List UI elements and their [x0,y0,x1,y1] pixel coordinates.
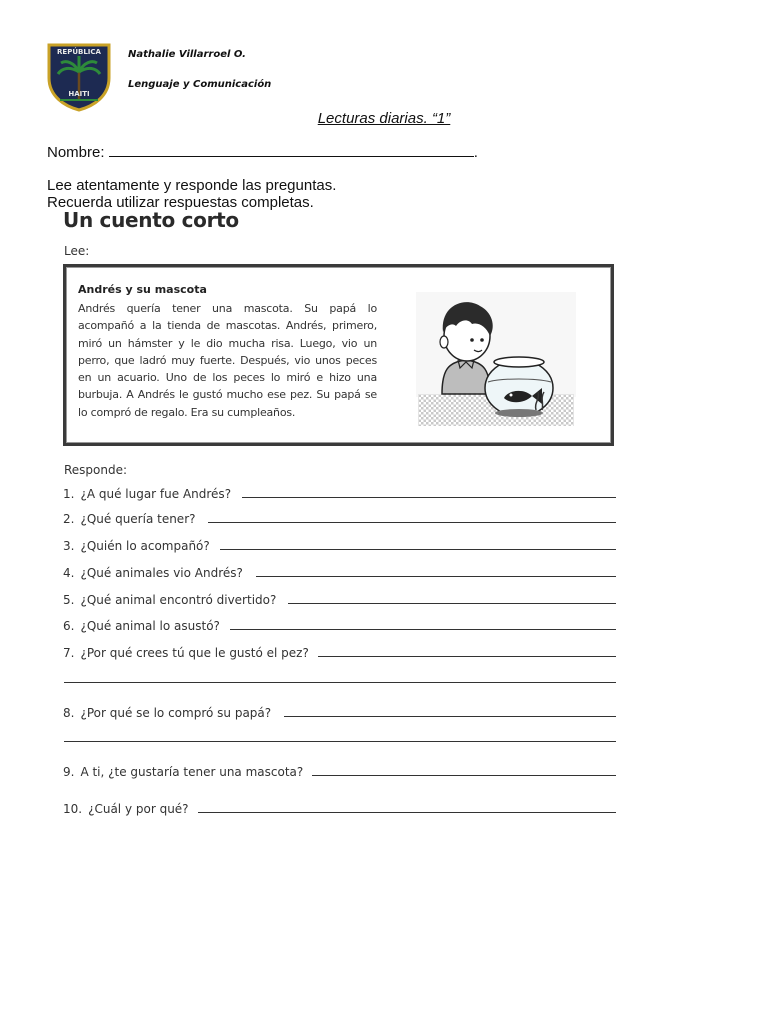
name-end: . [473,144,478,161]
story-text: Andrés quería tener una mascota. Su papá lo acompañó a la tienda de mascotas. Andrés, primero, miró un hámster y le dio mucha risa. Luego, vio un perro, que ladró muy fuerte. Después, vio unos peces en un acuario. Uno de los peces lo miró e hizo una burbuja. A Andrés le gustó mucho ese pez. Su papá se lo compró de regalo. Era su cumpleaños. [78,302,377,419]
question-6: 6. ¿Qué animal lo asustó? [63,619,220,633]
author-name: Nathalie Villarroel O. [128,49,246,60]
answer-line-9[interactable] [312,775,616,776]
boy-with-fishbowl-illustration [416,292,576,428]
answer-line-8b[interactable] [64,741,616,742]
question-3: 3. ¿Quién lo acompañó? [63,539,210,553]
question-5: 5. ¿Qué animal encontró divertido? [63,593,277,607]
name-blank-line[interactable] [109,143,474,157]
answer-line-10[interactable] [198,812,616,813]
question-9: 9. A ti, ¿te gustaría tener una mascota? [63,765,304,779]
logo-text-bottom: HAITI [68,90,90,98]
respond-label: Responde: [64,463,128,477]
question-7: 7. ¿Por qué crees tú que le gustó el pez? [63,646,309,660]
name-field[interactable] [47,143,478,161]
story-title: Andrés y su mascota [78,283,207,296]
answer-line-7b[interactable] [64,682,616,683]
question-10: 10. ¿Cuál y por qué? [63,802,189,816]
question-4: 4. ¿Qué animales vio Andrés? [63,566,243,580]
question-8: 8. ¿Por qué se lo compró su papá? [63,706,272,720]
school-crest-logo [46,42,112,112]
instruction-1: Lee atentamente y responde las preguntas. [47,177,337,194]
instruction-2: Recuerda utilizar respuestas completas. [47,194,314,211]
answer-line-7[interactable] [318,656,616,657]
question-2: 2. ¿Qué quería tener? [63,512,196,526]
story-heading: Un cuento corto [63,208,239,232]
subject-name: Lenguaje y Comunicación [128,79,272,90]
answer-line-1[interactable] [242,497,616,498]
answer-line-3[interactable] [220,549,616,550]
name-label: Nombre: [47,144,105,161]
page-title: Lecturas diarias. “1” [317,110,451,127]
answer-line-6[interactable] [230,629,616,630]
answer-line-4[interactable] [256,576,616,577]
logo-text-top: REPÚBLICA [57,48,101,56]
answer-line-5[interactable] [288,603,616,604]
read-label: Lee: [64,244,90,258]
answer-line-8[interactable] [284,716,616,717]
answer-line-2[interactable] [208,522,616,523]
question-1: 1. ¿A qué lugar fue Andrés? [63,487,232,501]
